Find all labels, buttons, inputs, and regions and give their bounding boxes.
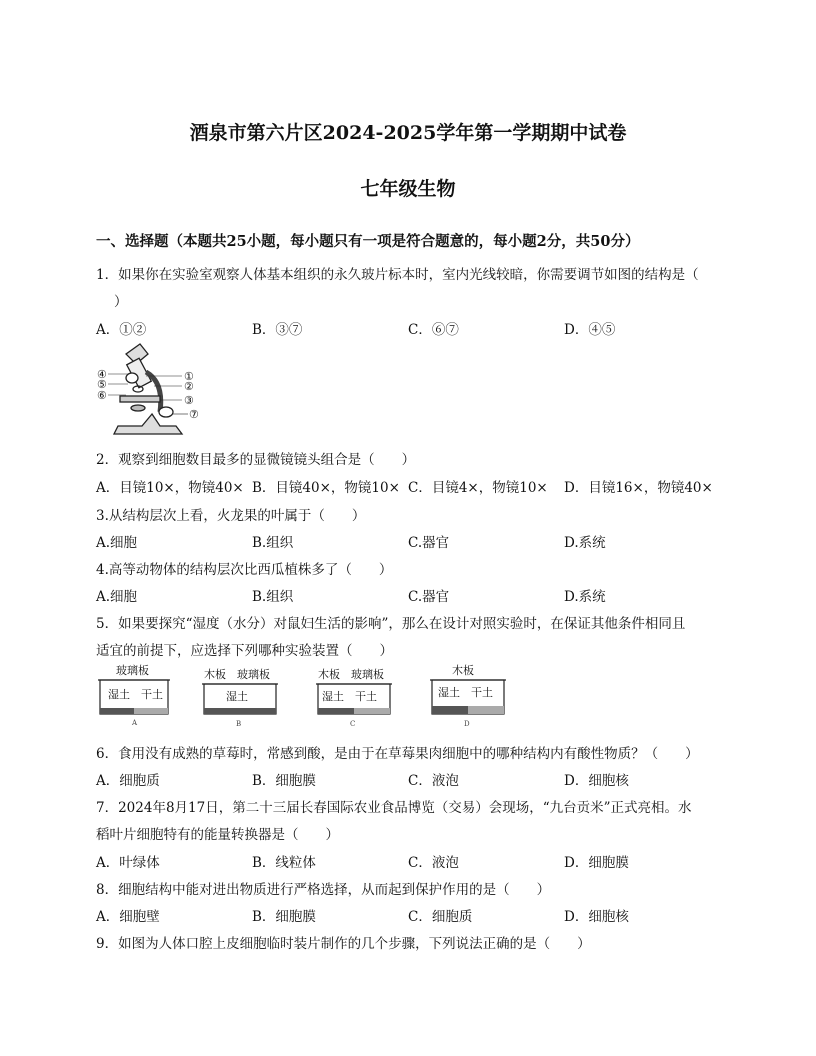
question-3-option-b: B.组织 (252, 535, 294, 551)
question-1-option-d: D．④⑤ (564, 322, 616, 338)
question-2-option-d: D．目镜16×，物镜40× (564, 480, 713, 496)
apparatus-b-letter: B (236, 720, 242, 728)
question-6-option-b: B．细胞膜 (252, 773, 316, 789)
apparatus-a (96, 662, 172, 732)
apparatus-a-letter: A (132, 719, 138, 727)
microscope-drawing (114, 344, 182, 434)
question-4-line-1: 4.高等动物体的结构层次比西瓜植株多了（ ） (96, 562, 393, 578)
microscope-label-1: ① (184, 370, 194, 383)
apparatus-d (428, 662, 508, 732)
apparatus-c-letter: C (350, 720, 356, 728)
question-7-option-a: A．叶绿体 (96, 855, 160, 871)
question-8-option-c: C．细胞质 (408, 909, 473, 925)
question-8-option-a: A．细胞壁 (96, 909, 160, 925)
question-3-option-d: D.系统 (564, 535, 606, 551)
question-2-option-c: C．目镜4×，物镜10× (408, 480, 548, 496)
question-2-option-b: B．目镜40×，物镜10× (252, 480, 400, 496)
question-6-option-c: C．液泡 (408, 773, 459, 789)
question-6-option-d: D．细胞核 (564, 773, 629, 789)
page-subtitle: 七年级生物 (360, 178, 456, 200)
question-2-line-1: 2．观察到细胞数目最多的显微镜镜头组合是（ ） (96, 452, 416, 468)
apparatus-d-soil-label: 湿土 干土 (438, 686, 493, 699)
page-title: 酒泉市第六片区2024-2025学年第一学期期中试卷 (189, 122, 627, 144)
question-7-line-1: 7．2024年8月17日，第二十三届长春国际农业食品博览（交易）会现场，“九台贡米”正式亮相。水 (96, 800, 692, 816)
question-7-option-b: B．线粒体 (252, 855, 316, 871)
microscope-label-4: ④ (97, 368, 107, 381)
question-4-option-a: A.细胞 (96, 589, 138, 605)
apparatus-c (312, 662, 396, 732)
apparatus-b-cover-label: 木板 玻璃板 (204, 668, 270, 681)
question-1-line-1: 1．如果你在实验室观察人体基本组织的永久玻片标本时，室内光线较暗，你需要调节如图的结构是（ (96, 267, 699, 283)
question-7-option-d: D．细胞膜 (564, 855, 629, 871)
question-2-option-a: A．目镜10×，物镜40× (96, 480, 244, 496)
apparatus-b-soil-label: 湿土 (226, 690, 248, 703)
microscope-label-7: ⑦ (189, 408, 199, 421)
question-8-option-b: B．细胞膜 (252, 909, 316, 925)
question-8-line-1: 8．细胞结构中能对进出物质进行严格选择，从而起到保护作用的是（ ） (96, 882, 551, 898)
question-3-line-1: 3.从结构层次上看，火龙果的叶属于（ ） (96, 508, 366, 524)
apparatus-b (200, 662, 280, 732)
microscope-figure (96, 342, 206, 440)
microscope-label-2: ② (184, 380, 194, 393)
apparatus-a-cover-label: 玻璃板 (116, 664, 149, 677)
apparatus-a-soil-label: 湿土 干土 (108, 688, 163, 701)
question-4-option-c: C.器官 (408, 589, 450, 605)
question-5-line-2: 适宜的前提下，应选择下列哪种实验装置（ ） (96, 643, 393, 659)
section-heading: 一、选择题（本题共25小题，每小题只有一项是符合题意的，每小题2分，共50分） (96, 233, 640, 250)
question-3-option-c: C.器官 (408, 535, 450, 551)
question-5-line-1: 5．如果要探究“湿度（水分）对鼠妇生活的影响”，那么在设计对照实验时，在保证其他条件相同且 (96, 616, 686, 632)
apparatus-c-cover-label: 木板 玻璃板 (318, 668, 384, 681)
microscope-label-3: ③ (184, 394, 194, 407)
question-6-option-a: A．细胞质 (96, 773, 160, 789)
question-8-option-d: D．细胞核 (564, 909, 629, 925)
question-1-option-c: C．⑥⑦ (408, 322, 459, 338)
apparatus-d-letter: D (464, 720, 470, 728)
question-4-option-d: D.系统 (564, 589, 606, 605)
apparatus-c-soil-label: 湿土 干土 (322, 690, 377, 703)
question-7-line-2: 稻叶片细胞特有的能量转换器是（ ） (96, 827, 339, 843)
microscope-label-5: ⑤ (97, 378, 107, 391)
microscope-label-6: ⑥ (97, 389, 107, 402)
apparatus-d-cover-label: 木板 (452, 664, 474, 677)
question-4-option-b: B.组织 (252, 589, 294, 605)
question-9-line-1: 9．如图为人体口腔上皮细胞临时装片制作的几个步骤，下列说法正确的是（ ） (96, 936, 591, 952)
question-1-option-a: A．①② (96, 322, 147, 338)
question-3-option-a: A.细胞 (96, 535, 138, 551)
question-1-option-b: B．③⑦ (252, 322, 303, 338)
question-7-option-c: C．液泡 (408, 855, 459, 871)
question-6-line-1: 6．食用没有成熟的草莓时，常感到酸，是由于在草莓果肉细胞中的哪种结构内有酸性物质？（ ） (96, 746, 699, 762)
question-1-line-2: ） (114, 294, 128, 310)
